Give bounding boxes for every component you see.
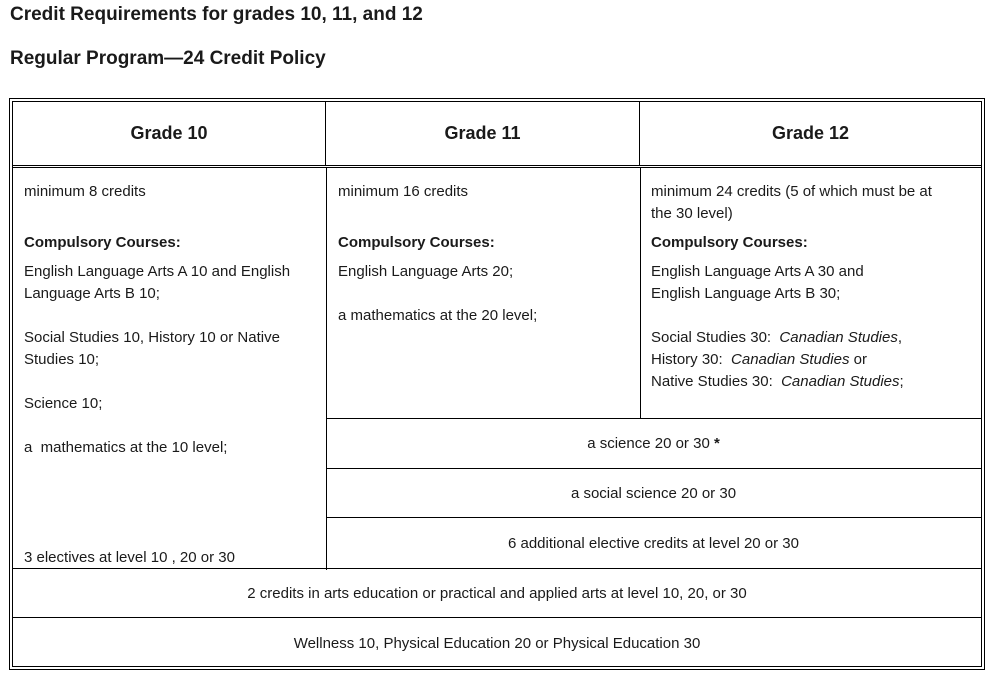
grade-12-social-line-2 [651, 349, 867, 371]
grade-12-social-1-emphasis: Canadian Studies [779, 329, 898, 346]
grade-12-cell [640, 168, 981, 418]
grade-10-english-line-1: English Language Arts A 10 and English [24, 263, 291, 280]
grade-10-electives: 3 electives at level 10 , 20 or 30 [24, 549, 235, 566]
row-wellness: Wellness 10, Physical Education 20 or Physical Education 30 [293, 634, 701, 652]
grade-12-english-line-1: English Language Arts A 30 and [651, 263, 864, 280]
grade-11-english: English Language Arts 20; [338, 263, 514, 280]
header-grade-12: Grade 12 [771, 123, 850, 143]
grade-10-social-line-2: Studies 10; [24, 351, 100, 368]
science-requirement: a science 20 or 30 [587, 435, 710, 452]
grade-12-minimum-line-2: the 30 level) [651, 205, 733, 222]
table-inner-border [12, 101, 982, 667]
grade-11-math: a mathematics at the 20 level; [338, 307, 538, 324]
grade-12-social-1-prefix: Social Studies 30: [651, 329, 780, 346]
credit-requirements-table [9, 98, 985, 670]
grade-12-social-line-3 [651, 371, 904, 393]
grade-10-science: Science 10; [24, 395, 103, 412]
grade-12-social-3-emphasis: Canadian Studies [781, 373, 900, 390]
grade-10-compulsory-label: Compulsory Courses: [24, 234, 181, 251]
header-grade-11: Grade 11 [326, 102, 640, 165]
grade-12-social-line-1 [651, 327, 902, 349]
grade-11-minimum: minimum 16 credits [338, 183, 469, 200]
row-additional-electives: 6 additional elective credits at level 20 or 30 [507, 534, 799, 552]
row-arts-education: 2 credits in arts education or practical and applied arts at level 10, 20, or 30 [247, 584, 747, 602]
grade-12-social-2-emphasis: Canadian Studies [731, 351, 850, 368]
grade-10-social-line-1: Social Studies 10, History 10 or Native [24, 329, 280, 346]
science-footnote-mark: * [709, 435, 720, 452]
grade-10-english-line-2: Language Arts B 10; [24, 285, 160, 302]
grade-12-compulsory-label: Compulsory Courses: [651, 234, 808, 251]
grade-12-social-3-suffix: ; [899, 373, 904, 390]
grade-12-social-2-suffix: or [849, 351, 867, 368]
grade-10-cell [13, 168, 326, 568]
page-subtitle: Regular Program—24 Credit Policy [10, 48, 326, 69]
grade-10-math: a mathematics at the 10 level; [24, 439, 228, 456]
grade-12-social-1-suffix: , [897, 329, 903, 346]
grade-11-compulsory-label: Compulsory Courses: [338, 234, 495, 251]
grade-12-social-3-prefix: Native Studies 30: [651, 373, 782, 390]
grade-12-minimum-line-1: minimum 24 credits (5 of which must be at [651, 183, 932, 200]
header-grade-10: Grade 10 [13, 102, 326, 165]
grade-12-social-2-prefix: History 30: [651, 351, 732, 368]
grade-11-cell [326, 168, 640, 418]
grade-12-english-line-2: English Language Arts B 30; [651, 285, 841, 302]
page-title: Credit Requirements for grades 10, 11, and 12 [10, 4, 423, 25]
row-science-20-30 [326, 419, 981, 468]
row-social-science: a social science 20 or 30 [570, 484, 737, 502]
grade-10-minimum: minimum 8 credits [24, 183, 146, 200]
